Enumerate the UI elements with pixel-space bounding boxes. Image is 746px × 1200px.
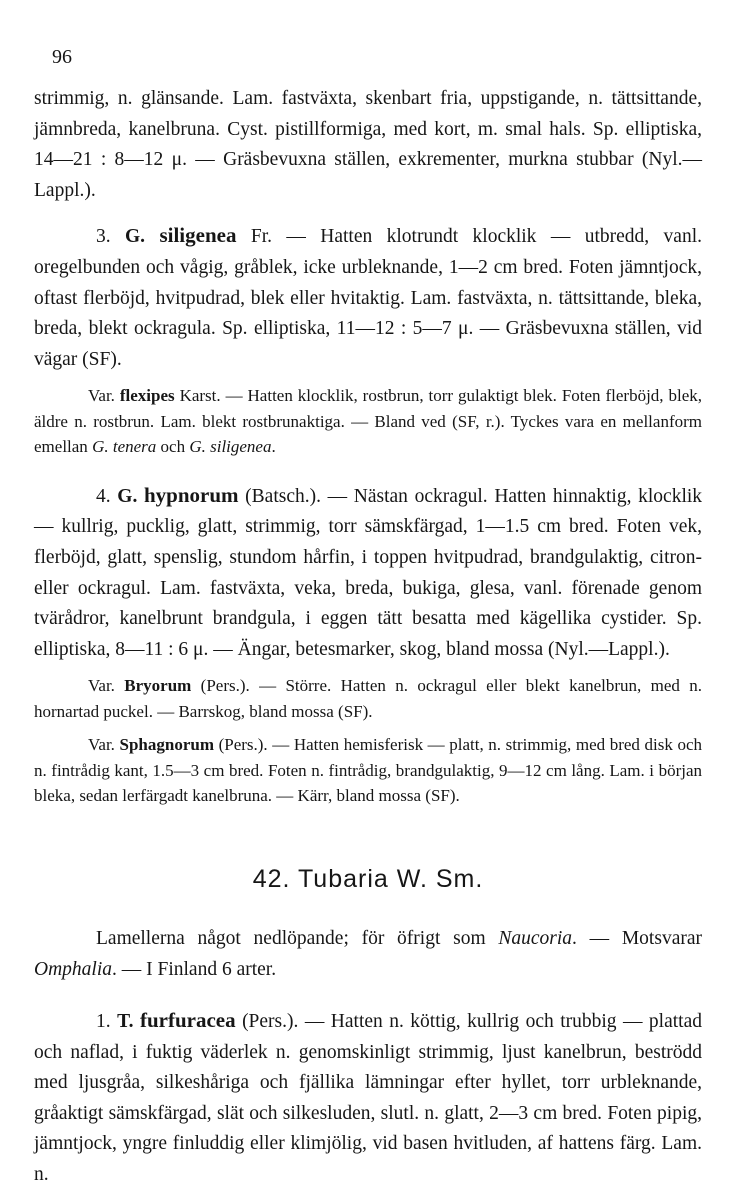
species-description: — Nästan ockragul. Hatten hinnaktig, klocklik — kullrig, pucklig, glatt, strimmig, torr sämskfärgad, 1—1.5 cm bred. Foten vek, flerböjd, glatt, spenslig, stundom hårfin, i toppen hvitpudrad, brandgulaktig, citron- eller ockragul. Lam. fastväxta, veka, breda, bukiga, glesa, vanl. förenade genom tvärådror, kanelbrunt brandgula, i eggen tätt besatta med kägellika cystider. Sp. elliptiska, 8—11 : 6 μ. — Ängar, betesmarker, skog, bland mossa (Nyl.—Lappl.). — [34, 485, 703, 660]
species-name: hypnorum — [143, 482, 239, 507]
paragraph-continuation — [34, 84, 702, 206]
species-name: furfuracea — [139, 1008, 236, 1033]
variety-label: Var. — [88, 676, 115, 696]
variety-name: Sphagnorum — [119, 735, 214, 755]
genus-abbrev: G. — [125, 226, 146, 248]
variety-text: (Pers.). — Hatten hemisferisk — platt, n. strimmig, med bred disk och n. fintrådig kant, 1.5—3 cm bred. Foten n. fintrådig, brandgulaktig, 9—12 cm lång. Lam. i början bleka, sedan lerfärgadt kanelbruna. — Kärr, bland mossa (SF). — [34, 735, 702, 806]
variety-text: (Pers.). — Större. Hatten n. ockragul eller blekt kanelbrun, med n. hornartad puckel. — Barrskog, bland mossa (SF). — [34, 676, 703, 721]
variety-entry-sphagnorum — [34, 732, 702, 809]
intro-text: . — I Finland 6 arter. — [112, 958, 277, 980]
species-entry-furfuracea — [34, 1005, 702, 1191]
genus-abbrev: G. — [117, 485, 138, 507]
variety-entry-bryorum — [34, 673, 702, 724]
species-description: — Hatten klotrundt klocklik — utbredd, vanl. oregelbunden och vågig, gråblek, icke urbleknande, 1—2 cm bred. Foten jämntjock, oftast flerböjd, hvitpudrad, blek eller hvitaktig. Lam. fastväxta, n. tättsittande, bleka, breda, blekt ockragula. Sp. elliptiska, 11—12 : 5—7 μ. — Gräsbevuxna ställen, vid vägar (SF). — [34, 226, 702, 370]
variety-text: . — [271, 437, 276, 457]
intro-text: . — Motsvarar — [572, 927, 702, 949]
genus-reference: Naucoria — [498, 927, 573, 949]
variety-label: Var. — [88, 735, 115, 755]
species-author: (Pers.). — [235, 1011, 299, 1033]
species-author: Fr. — [236, 226, 272, 248]
genus-reference: Omphalia — [34, 958, 112, 980]
variety-label: Var. — [88, 386, 115, 406]
paragraph-text: strimmig, n. glänsande. Lam. fastväxta, skenbart fria, uppstigande, n. tättsittande, jämnbreda, kanelbruna. Cyst. pistillformiga, med kort, m. smal hals. Sp. elliptiska, 14—21 : 8—12 μ. — Gräsbevuxna ställen, exkrementer, murkna stubbar (Nyl.—Lappl.). — [34, 88, 702, 201]
species-entry-siligenea — [34, 220, 702, 375]
species-number: 3. — [96, 226, 111, 248]
section-intro — [34, 924, 702, 985]
section-heading: 42. Tubaria W. Sm. — [252, 864, 484, 893]
genus-abbrev: T. — [117, 1011, 134, 1033]
intro-text: Lamellerna något nedlöpande; för öfrigt som — [96, 927, 499, 949]
variety-name: Bryorum — [124, 676, 192, 696]
species-reference: G. siligenea — [189, 437, 272, 457]
variety-text: Karst. — Hatten klocklik, rostbrun, torr gulaktigt blek. Foten flerböjd, blek, äldre n. rostbrun. Lam. blekt rostbrunaktiga. — Bland ved (SF, r.). Tyckes vara en mellanform emellan — [34, 386, 702, 457]
variety-name: flexipes — [119, 386, 175, 406]
species-description: — Hatten n. köttig, kullrig och trubbig — plattad och naflad, i fuktig väderlek n. genomskinligt strimmig, ljust kanelbrun, beströdd med ljusgråa, silkeshåriga och fjällika lämningar efter hyllet, torr urbleknande, gråaktigt sämskfärgad, slät och silkesluden, slutl. n. glatt, 2—3 cm bred. Foten pipig, jämntjock, yngre finluddig eller klimjölig, vid basen hvitluden, af hattens färg. Lam. n. — [34, 1011, 702, 1186]
species-number: 1. — [96, 1011, 111, 1033]
variety-text: och — [156, 437, 190, 457]
species-author: (Batsch.). — [238, 485, 321, 507]
page-content — [34, 84, 702, 1191]
species-number: 4. — [96, 485, 111, 507]
species-reference: G. tenera — [92, 437, 157, 457]
page-number: 96 — [52, 46, 72, 68]
species-name: siligenea — [159, 223, 237, 248]
variety-entry-flexipes — [34, 383, 702, 460]
species-entry-hypnorum — [34, 480, 702, 666]
